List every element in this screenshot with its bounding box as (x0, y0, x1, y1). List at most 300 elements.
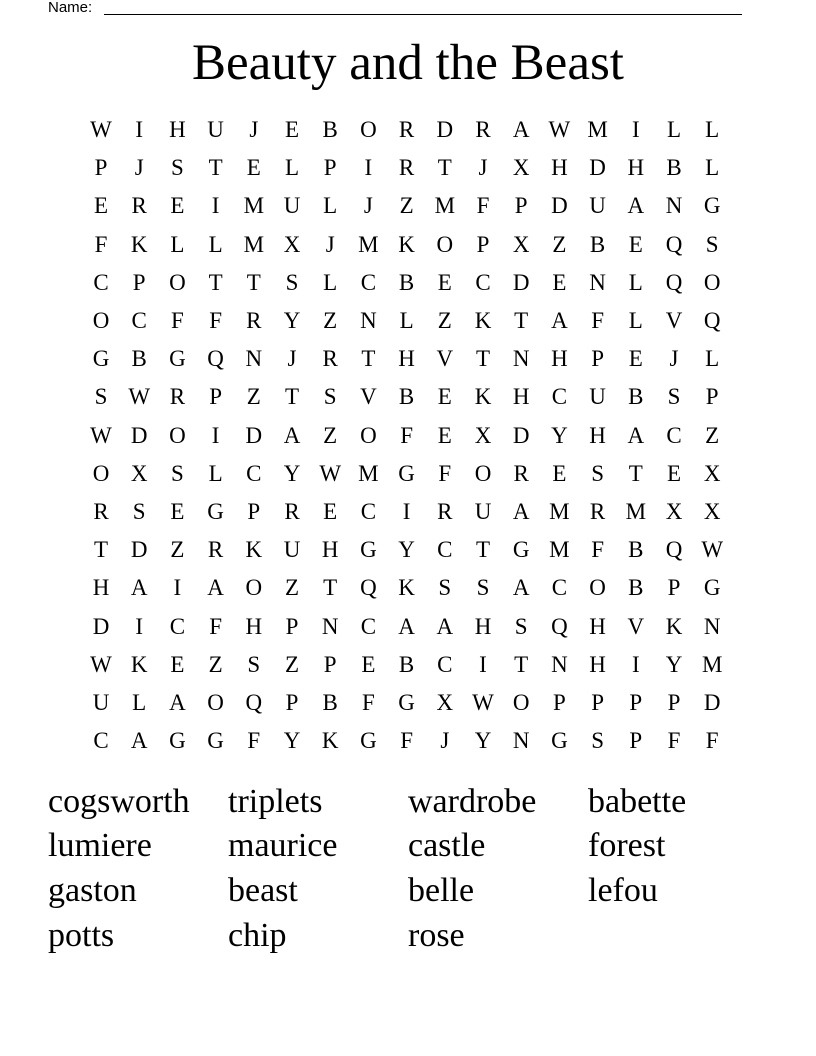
grid-letter: A (207, 575, 224, 601)
grid-letter: L (628, 308, 643, 333)
grid-letter: A (512, 499, 530, 524)
grid-letter: N (589, 269, 606, 295)
grid-letter: O (245, 575, 263, 601)
grid-letter: G (207, 499, 224, 524)
grid-letter: R (322, 346, 338, 372)
grid-letter: D (130, 422, 148, 448)
grid-letter: A (436, 613, 454, 639)
grid-letter: K (665, 613, 683, 639)
grid-letter: T (361, 346, 376, 372)
grid-letter: G (169, 346, 186, 372)
grid-letter: S (94, 384, 108, 410)
grid-letter: R (437, 499, 453, 524)
word-list-item: belle (408, 872, 475, 909)
grid-letter: P (629, 690, 643, 715)
grid-letter: R (131, 193, 147, 219)
grid-letter: E (552, 269, 567, 295)
word-list-item: forest (588, 827, 666, 864)
grid-letter: Q (360, 575, 377, 601)
grid-letter: R (284, 499, 300, 524)
grid-letter: P (209, 384, 222, 410)
grid-letter: M (587, 117, 608, 142)
word-list-item: rose (408, 917, 465, 954)
grid-letter: A (512, 117, 530, 142)
grid-letter: K (245, 537, 263, 563)
grid-letter: K (474, 308, 492, 333)
grid-letter: N (512, 728, 530, 754)
grid-letter: E (628, 346, 643, 372)
grid-letter: F (170, 308, 184, 333)
grid-letter: E (552, 460, 567, 486)
grid-letter: B (131, 346, 147, 372)
grid-letter: L (666, 117, 682, 142)
grid-letter: J (363, 193, 373, 219)
grid-letter: V (665, 308, 683, 333)
grid-letter: G (551, 728, 568, 754)
grid-letter: P (476, 231, 490, 257)
grid-letter: R (398, 117, 415, 142)
grid-letter: Z (399, 193, 414, 219)
grid-letter: C (246, 460, 262, 486)
grid-letter: T (514, 651, 529, 677)
word-list-item: triplets (228, 783, 323, 820)
grid-letter: B (666, 155, 682, 181)
grid-letter: U (589, 193, 606, 219)
grid-letter: S (323, 384, 337, 410)
grid-letter: U (92, 690, 110, 715)
grid-letter: H (321, 537, 339, 563)
grid-letter: O (512, 690, 530, 715)
word-list-item: chip (228, 917, 287, 954)
grid-letter: H (627, 155, 645, 181)
grid-letter: P (591, 690, 604, 715)
grid-letter: R (207, 537, 224, 563)
grid-letter: E (323, 499, 338, 524)
grid-letter: P (285, 613, 299, 639)
grid-letter: J (440, 728, 450, 754)
grid-letter: M (243, 231, 265, 257)
grid-letter: H (474, 613, 492, 639)
grid-letter: L (284, 155, 300, 181)
grid-letter: B (398, 384, 415, 410)
grid-letter: X (512, 155, 530, 181)
grid-letter: L (323, 269, 338, 295)
grid-letter: Y (283, 308, 301, 333)
grid-letter: C (551, 384, 568, 410)
grid-letter: S (170, 155, 184, 181)
grid-letter: I (211, 193, 220, 219)
grid-letter: B (398, 651, 415, 677)
word-list-item: castle (408, 827, 486, 864)
grid-letter: U (474, 499, 492, 524)
grid-letter: O (474, 460, 492, 486)
grid-letter: P (667, 690, 681, 715)
grid-letter: Y (283, 728, 301, 754)
grid-letter: K (398, 575, 415, 601)
grid-letter: U (589, 384, 606, 410)
grid-letter: A (551, 308, 568, 333)
grid-letter: K (130, 231, 148, 257)
grid-letter: R (169, 384, 186, 410)
grid-letter: E (361, 651, 376, 677)
grid-letter: C (437, 651, 453, 677)
grid-letter: E (93, 193, 109, 219)
grid-letter: C (93, 728, 109, 754)
grid-letter: T (437, 155, 452, 181)
grid-letter: C (551, 575, 568, 601)
grid-letter: G (207, 728, 224, 754)
grid-letter: M (358, 231, 379, 257)
grid-letter: O (169, 269, 186, 295)
grid-letter: Z (323, 422, 338, 448)
grid-letter: D (245, 422, 263, 448)
grid-letter: G (360, 728, 377, 754)
word-list-item: wardrobe (408, 783, 537, 820)
grid-letter: G (703, 193, 721, 219)
grid-letter: O (207, 690, 224, 715)
grid-letter: E (437, 422, 452, 448)
grid-letter: H (589, 651, 606, 677)
grid-letter: B (398, 269, 415, 295)
grid-letter: T (323, 575, 338, 601)
word-list-item: potts (48, 917, 115, 954)
grid-letter: Q (665, 231, 683, 257)
grid-letter: G (512, 537, 530, 563)
grid-letter: P (552, 690, 566, 715)
grid-letter: F (591, 308, 604, 333)
grid-letter: H (551, 346, 568, 372)
word-list-item: maurice (228, 827, 338, 864)
grid-letter: A (130, 575, 148, 601)
grid-letter: M (434, 193, 456, 219)
grid-letter: A (283, 422, 301, 448)
word-list-item: beast (228, 872, 298, 909)
grid-letter: W (701, 537, 724, 563)
grid-letter: Z (246, 384, 261, 410)
grid-letter: C (666, 422, 682, 448)
grid-letter: C (475, 269, 491, 295)
grid-letter: V (436, 346, 454, 372)
grid-letter: X (512, 231, 530, 257)
grid-letter: W (128, 384, 151, 410)
grid-letter: S (591, 728, 604, 754)
grid-letter: H (245, 613, 263, 639)
grid-letter: C (93, 269, 109, 295)
grid-letter: A (512, 575, 530, 601)
grid-letter: S (438, 575, 452, 601)
grid-letter: D (512, 422, 530, 448)
grid-letter: P (323, 651, 337, 677)
grid-letter: K (130, 651, 148, 677)
grid-letter: E (170, 651, 185, 677)
grid-letter: N (551, 651, 568, 677)
grid-letter: Q (245, 690, 263, 715)
grid-letter: Z (705, 422, 720, 448)
grid-letter: T (284, 384, 300, 410)
grid-letter: M (625, 499, 647, 524)
grid-letter: Z (552, 231, 567, 257)
grid-letter: L (705, 155, 720, 181)
grid-letter: W (548, 117, 571, 142)
grid-letter: S (247, 651, 261, 677)
grid-letter: G (169, 728, 186, 754)
grid-letter: E (170, 499, 185, 524)
grid-letter: M (549, 537, 570, 563)
grid-letter: O (360, 422, 377, 448)
grid-letter: M (243, 193, 265, 219)
grid-letter: T (475, 346, 491, 372)
grid-letter: Z (170, 537, 185, 563)
grid-letter: R (513, 460, 529, 486)
grid-letter: Q (665, 537, 683, 563)
word-list-item: babette (588, 783, 687, 820)
grid-letter: R (398, 155, 415, 181)
grid-letter: P (247, 499, 261, 524)
grid-letter: P (132, 269, 146, 295)
grid-letter: E (666, 460, 682, 486)
grid-letter: Z (437, 308, 452, 333)
grid-letter: U (283, 193, 301, 219)
grid-letter: E (246, 155, 261, 181)
grid-letter: D (551, 193, 568, 219)
grid-letter: P (629, 728, 643, 754)
grid-letter: I (173, 575, 182, 601)
grid-letter: H (169, 117, 186, 142)
grid-letter: F (247, 728, 261, 754)
grid-letter: H (398, 346, 415, 372)
grid-letter: Q (703, 308, 721, 333)
grid-letter: E (284, 117, 300, 142)
grid-letter: I (631, 651, 640, 677)
grid-letter: W (472, 690, 494, 715)
grid-letter: T (246, 269, 261, 295)
grid-letter: W (90, 651, 112, 677)
grid-letter: F (94, 231, 108, 257)
grid-letter: M (701, 651, 723, 677)
grid-letter: Y (283, 460, 301, 486)
grid-letter: J (134, 155, 144, 181)
grid-letter: C (360, 613, 377, 639)
grid-letter: O (360, 117, 377, 142)
grid-letter: O (92, 308, 110, 333)
grid-letter: N (245, 346, 263, 372)
grid-letter: I (479, 651, 487, 677)
grid-letter: A (169, 690, 186, 715)
grid-letter: H (512, 384, 530, 410)
grid-letter: G (360, 537, 377, 563)
grid-letter: O (703, 269, 721, 295)
grid-letter: P (705, 384, 719, 410)
grid-letter: Y (474, 728, 492, 754)
grid-letter: Z (323, 308, 338, 333)
grid-letter: U (283, 537, 301, 563)
grid-letter: D (92, 613, 110, 639)
grid-letter: A (627, 193, 645, 219)
grid-letter: B (322, 690, 338, 715)
word-list-item: gaston (48, 872, 137, 909)
grid-letter: K (321, 728, 339, 754)
grid-letter: E (628, 231, 643, 257)
grid-letter: N (512, 346, 530, 372)
grid-letter: G (703, 575, 721, 601)
grid-letter: B (628, 575, 644, 601)
grid-letter: I (135, 117, 144, 142)
grid-letter: J (478, 155, 488, 181)
grid-letter: H (551, 155, 568, 181)
grid-letter: W (90, 117, 112, 142)
grid-letter: C (437, 537, 453, 563)
grid-letter: S (667, 384, 681, 410)
grid-letter: H (92, 575, 110, 601)
grid-letter: Q (665, 269, 683, 295)
grid-letter: N (665, 193, 683, 219)
grid-letter: H (589, 422, 606, 448)
grid-letter: S (132, 499, 146, 524)
grid-letter: Z (284, 575, 300, 601)
grid-letter: L (323, 193, 338, 219)
grid-letter: X (436, 690, 454, 715)
grid-letter: O (169, 422, 186, 448)
grid-letter: G (398, 460, 415, 486)
grid-letter: R (93, 499, 109, 524)
grid-letter: F (667, 728, 681, 754)
grid-letter: F (591, 537, 604, 563)
grid-letter: A (627, 422, 645, 448)
grid-letter: X (130, 460, 148, 486)
grid-letter: B (322, 117, 338, 142)
grid-letter: T (93, 537, 109, 563)
grid-letter: F (361, 690, 375, 715)
grid-letter: K (474, 384, 492, 410)
grid-letter: X (703, 499, 721, 524)
word-list-item: lumiere (48, 827, 152, 864)
grid-letter: E (437, 269, 452, 295)
grid-letter: P (667, 575, 681, 601)
grid-letter: A (130, 728, 148, 754)
grid-letter: S (705, 231, 719, 257)
grid-letter: F (400, 422, 413, 448)
page-title: Beauty and the Beast (192, 35, 624, 91)
grid-letter: P (514, 193, 528, 219)
grid-letter: S (591, 460, 604, 486)
grid-letter: C (360, 269, 377, 295)
grid-letter: P (285, 690, 299, 715)
grid-letter: O (92, 460, 110, 486)
grid-letter: J (287, 346, 297, 372)
grid-letter: L (170, 231, 185, 257)
grid-letter: P (323, 155, 337, 181)
grid-letter: Q (207, 346, 224, 372)
grid-letter: N (360, 308, 377, 333)
word-list-item: lefou (588, 872, 658, 909)
grid-letter: B (628, 537, 644, 563)
grid-letter: R (475, 117, 491, 142)
grid-letter: V (360, 384, 377, 410)
grid-letter: M (358, 460, 379, 486)
grid-letter: I (211, 422, 220, 448)
grid-letter: T (208, 269, 223, 295)
grid-letter: L (705, 346, 720, 372)
grid-letter: J (669, 346, 679, 372)
grid-letter: Y (665, 651, 683, 677)
grid-letter: X (703, 460, 721, 486)
word-list-item: cogsworth (48, 783, 190, 820)
grid-letter: F (400, 728, 413, 754)
grid-letter: L (208, 231, 223, 257)
grid-letter: D (512, 269, 530, 295)
grid-letter: F (476, 193, 490, 219)
grid-letter: Q (551, 613, 568, 639)
grid-letter: T (475, 537, 491, 563)
grid-letter: U (207, 117, 224, 142)
grid-letter: S (285, 269, 299, 295)
grid-letter: D (703, 690, 721, 715)
grid-letter: C (131, 308, 147, 333)
grid-letter: L (399, 308, 414, 333)
grid-letter: R (589, 499, 606, 524)
grid-letter: O (436, 231, 454, 257)
grid-letter: Z (208, 651, 223, 677)
grid-letter: L (705, 117, 720, 142)
grid-letter: G (398, 690, 415, 715)
grid-letter: W (90, 422, 112, 448)
grid-letter: C (169, 613, 186, 639)
grid-letter: F (209, 308, 222, 333)
grid-letter: E (170, 193, 185, 219)
grid-letter: I (135, 613, 144, 639)
grid-letter: W (319, 460, 342, 486)
grid-letter: G (92, 346, 110, 372)
grid-letter: P (591, 346, 604, 372)
grid-letter: A (398, 613, 415, 639)
grid-letter: J (249, 117, 259, 142)
grid-letter: F (438, 460, 452, 486)
grid-letter: D (130, 537, 148, 563)
grid-letter: X (474, 422, 492, 448)
grid-letter: B (628, 384, 644, 410)
grid-letter: F (705, 728, 719, 754)
grid-letter: T (514, 308, 529, 333)
grid-letter: Y (398, 537, 415, 563)
grid-letter: L (208, 460, 223, 486)
grid-letter: Y (551, 422, 568, 448)
grid-letter: S (514, 613, 528, 639)
grid-letter: Z (284, 651, 300, 677)
grid-letter: D (589, 155, 606, 181)
grid-letter: T (628, 460, 643, 486)
grid-letter: N (703, 613, 721, 639)
grid-letter: I (402, 499, 411, 524)
grid-letter: T (208, 155, 223, 181)
grid-letter: D (436, 117, 454, 142)
grid-letter: L (132, 690, 147, 715)
grid-letter: S (170, 460, 184, 486)
grid-letter: L (628, 269, 643, 295)
grid-letter: H (589, 613, 606, 639)
grid-letter: C (360, 499, 377, 524)
grid-letter: V (627, 613, 645, 639)
grid-letter: P (94, 155, 108, 181)
name-label: Name: (48, 0, 93, 16)
grid-letter: M (549, 499, 570, 524)
grid-letter: B (589, 231, 606, 257)
grid-letter: X (283, 231, 301, 257)
grid-letter: F (209, 613, 222, 639)
grid-letter: E (437, 384, 452, 410)
grid-letter: I (631, 117, 640, 142)
grid-letter: X (665, 499, 683, 524)
grid-letter: K (398, 231, 415, 257)
